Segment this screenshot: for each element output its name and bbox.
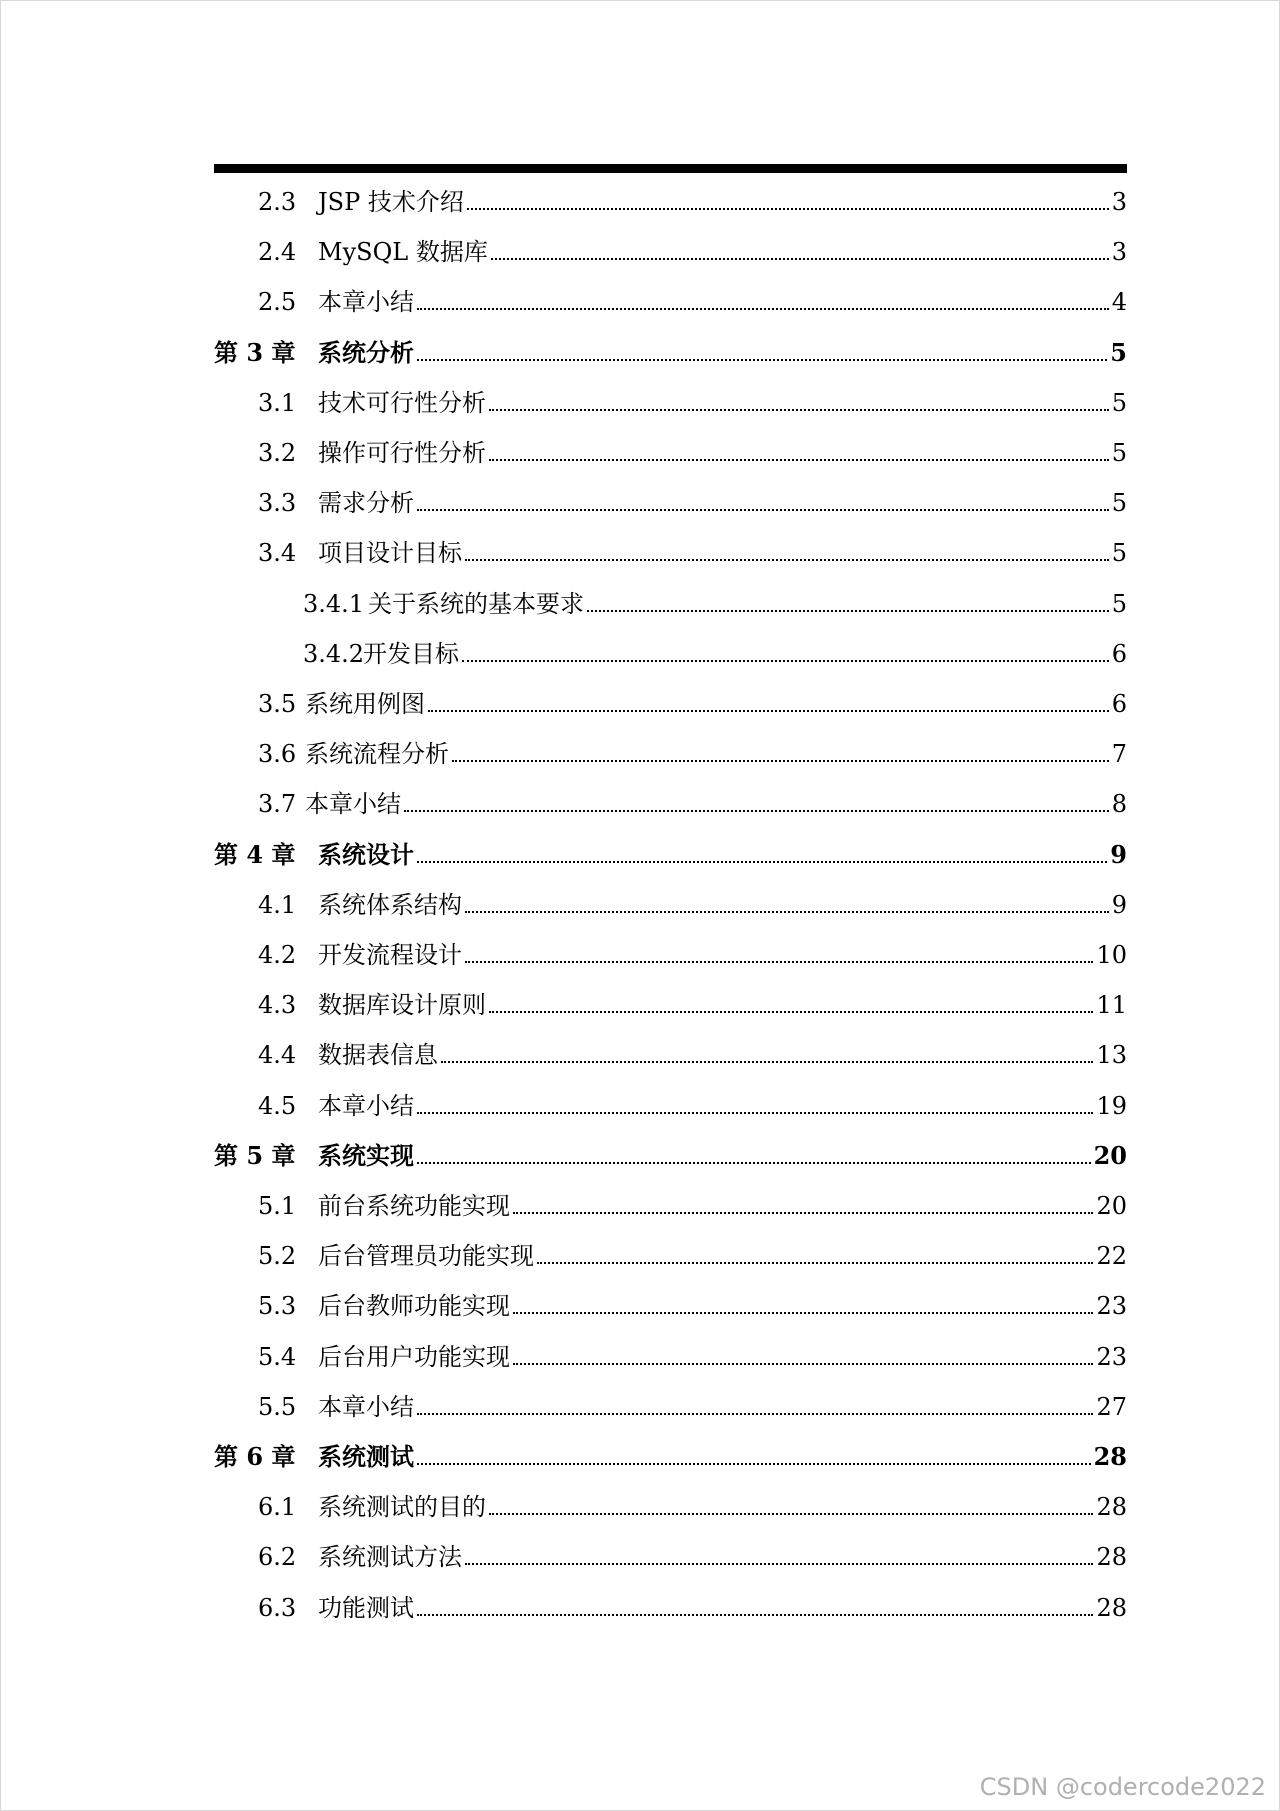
toc-dot-leader	[587, 610, 1109, 612]
toc-entry-number: 3.1	[258, 389, 297, 417]
toc-page-number: 9	[1110, 840, 1127, 869]
toc-entry-number: 第 5 章	[214, 1141, 296, 1170]
toc-dot-leader	[513, 1312, 1093, 1314]
toc-page-number: 27	[1096, 1393, 1127, 1421]
toc-entry-title: 本章小结	[305, 790, 401, 818]
toc-entry[interactable]	[258, 884, 1127, 920]
toc-entry-number: 4.1	[258, 891, 297, 919]
toc-dot-leader	[428, 710, 1109, 712]
toc-entry-title: 技术可行性分析	[318, 389, 486, 417]
toc-entry[interactable]	[258, 1235, 1127, 1271]
toc-entry-title: MySQL 数据库	[318, 238, 488, 266]
toc-entry-number: 4.4	[258, 1041, 297, 1069]
toc-dot-leader	[417, 1614, 1093, 1616]
toc-entry-title: 本章小结	[318, 1393, 414, 1421]
toc-page-number: 13	[1096, 1041, 1127, 1069]
toc-dot-leader	[489, 409, 1109, 411]
toc-page-number: 5	[1111, 389, 1127, 417]
toc-page-number: 11	[1096, 991, 1127, 1019]
toc-entry[interactable]	[258, 1386, 1127, 1422]
toc-entry[interactable]	[258, 432, 1127, 468]
toc-entry-number: 第 3 章	[214, 338, 296, 367]
toc-entry-title: 需求分析	[318, 489, 414, 517]
toc-entry-title: 系统用例图	[305, 690, 425, 718]
toc-dot-leader	[417, 1463, 1091, 1465]
toc-entry[interactable]	[258, 733, 1127, 769]
toc-entry[interactable]	[258, 1034, 1127, 1070]
toc-dot-leader	[465, 559, 1109, 561]
toc-dot-leader	[467, 208, 1109, 210]
toc-page-number: 5	[1111, 590, 1127, 618]
toc-dot-leader	[489, 1011, 1093, 1013]
toc-entry-title: 后台管理员功能实现	[318, 1242, 534, 1270]
toc-dot-leader	[441, 1061, 1093, 1063]
toc-entry-number: 3.4.1	[303, 590, 365, 618]
toc-entry-number: 6.3	[258, 1594, 297, 1622]
toc-entry-number: 2.3	[258, 188, 297, 216]
toc-page-number: 10	[1096, 941, 1127, 969]
toc-entry[interactable]	[258, 532, 1127, 568]
toc-chapter-entry[interactable]	[214, 1436, 1127, 1472]
toc-entry[interactable]	[258, 934, 1127, 970]
watermark: CSDN @codercode2022	[979, 1773, 1266, 1801]
toc-dot-leader	[489, 1513, 1093, 1515]
toc-page-number: 4	[1111, 288, 1127, 316]
toc-dot-leader	[417, 1162, 1091, 1164]
toc-entry-title: 系统设计	[318, 840, 414, 869]
toc-dot-leader	[417, 1112, 1093, 1114]
toc-dot-leader	[537, 1262, 1093, 1264]
toc-dot-leader	[417, 861, 1107, 863]
toc-page-number: 5	[1111, 539, 1127, 567]
toc-dot-leader	[513, 1363, 1093, 1365]
toc-entry-number: 3.6	[258, 740, 297, 768]
toc-dot-leader	[465, 911, 1109, 913]
toc-entry-number: 5.3	[258, 1292, 297, 1320]
toc-page-number: 20	[1096, 1192, 1127, 1220]
toc-entry-number: 5.4	[258, 1343, 297, 1371]
toc-entry-title: 系统实现	[318, 1141, 414, 1170]
toc-page-number: 5	[1111, 489, 1127, 517]
toc-dot-leader	[417, 308, 1109, 310]
toc-entry[interactable]	[258, 1587, 1127, 1623]
toc-page-number: 28	[1096, 1543, 1127, 1571]
toc-entry-number: 3.7	[258, 790, 297, 818]
toc-entry-number: 5.1	[258, 1192, 297, 1220]
toc-entry-title: 功能测试	[318, 1594, 414, 1622]
toc-dot-leader	[452, 760, 1109, 762]
toc-page-number: 3	[1111, 188, 1127, 216]
toc-dot-leader	[417, 359, 1107, 361]
toc-entry-title: 关于系统的基本要求	[368, 590, 584, 618]
toc-entry-title: JSP 技术介绍	[318, 188, 464, 216]
toc-entry-number: 6.2	[258, 1543, 297, 1571]
toc-dot-leader	[462, 660, 1109, 662]
toc-entry[interactable]	[258, 1185, 1127, 1221]
toc-entry-number: 2.5	[258, 288, 297, 316]
toc-page-number: 3	[1111, 238, 1127, 266]
toc-entry-title: 系统测试方法	[318, 1543, 462, 1571]
toc-entry[interactable]	[258, 382, 1127, 418]
toc-entry[interactable]	[258, 181, 1127, 217]
toc-dot-leader	[491, 258, 1109, 260]
toc-page-number: 28	[1096, 1493, 1127, 1521]
toc-entry-title: 后台用户功能实现	[318, 1343, 510, 1371]
toc-dot-leader	[417, 509, 1109, 511]
toc-entry-number: 3.5	[258, 690, 297, 718]
toc-chapter-entry[interactable]	[214, 834, 1127, 870]
toc-entry[interactable]	[258, 231, 1127, 267]
toc-page-number: 9	[1111, 891, 1127, 919]
toc-entry-title: 系统分析	[318, 338, 414, 367]
toc-page-number: 22	[1096, 1242, 1127, 1270]
toc-dot-leader	[489, 459, 1109, 461]
toc-entry[interactable]	[258, 1536, 1127, 1572]
toc-entry-number: 3.2	[258, 439, 297, 467]
toc-entry-title: 系统测试的目的	[318, 1493, 486, 1521]
toc-entry-number: 3.3	[258, 489, 297, 517]
toc-entry-title: 系统测试	[318, 1442, 414, 1471]
toc-entry-number: 6.1	[258, 1493, 297, 1521]
toc-entry-title: 项目设计目标	[318, 539, 462, 567]
toc-page-number: 19	[1096, 1092, 1127, 1120]
toc-entry-title: 前台系统功能实现	[318, 1192, 510, 1220]
toc-dot-leader	[465, 1563, 1093, 1565]
toc-entry-number: 4.2	[258, 941, 297, 969]
toc-entry-number: 5.2	[258, 1242, 297, 1270]
toc-page-number: 20	[1093, 1141, 1127, 1170]
toc-page-number: 8	[1111, 790, 1127, 818]
toc-dot-leader	[417, 1413, 1093, 1415]
toc-entry-number: 2.4	[258, 238, 297, 266]
toc-chapter-entry[interactable]	[214, 1135, 1127, 1171]
toc-entry[interactable]	[258, 1336, 1127, 1372]
toc-page-number: 7	[1111, 740, 1127, 768]
toc-page-number: 5	[1110, 338, 1127, 367]
toc-entry-title: 数据库设计原则	[318, 991, 486, 1019]
toc-page-number: 23	[1096, 1343, 1127, 1371]
toc-entry[interactable]	[258, 1486, 1127, 1522]
toc-entry-title: 操作可行性分析	[318, 439, 486, 467]
toc-page-number: 6	[1111, 640, 1127, 668]
toc-entry[interactable]	[258, 482, 1127, 518]
toc-entry[interactable]	[258, 783, 1127, 819]
toc-page-number: 28	[1093, 1442, 1127, 1471]
toc-entry-title: 数据表信息	[318, 1041, 438, 1069]
toc-chapter-entry[interactable]	[214, 332, 1127, 368]
toc-page-number: 23	[1096, 1292, 1127, 1320]
toc-entry[interactable]	[258, 281, 1127, 317]
toc-entry-title: 开发流程设计	[318, 941, 462, 969]
toc-entry-number: 3.4.2	[303, 640, 365, 668]
toc-entry-number: 4.5	[258, 1092, 297, 1120]
toc-entry[interactable]	[303, 583, 1127, 619]
toc-page-number: 5	[1111, 439, 1127, 467]
toc-entry-number: 第 4 章	[214, 840, 296, 869]
toc-page-number: 6	[1111, 690, 1127, 718]
toc-entry-number: 4.3	[258, 991, 297, 1019]
toc-entry-number: 第 6 章	[214, 1442, 296, 1471]
toc-dot-leader	[513, 1212, 1093, 1214]
toc-entry-title: 本章小结	[318, 1092, 414, 1120]
toc-page-number: 28	[1096, 1594, 1127, 1622]
toc-entry[interactable]	[258, 1085, 1127, 1121]
toc-entry-title: 本章小结	[318, 288, 414, 316]
toc-entry-number: 5.5	[258, 1393, 297, 1421]
toc-entry-title: 系统流程分析	[305, 740, 449, 768]
toc-entry-title: 开发目标	[363, 640, 459, 668]
toc-entry-title: 后台教师功能实现	[318, 1292, 510, 1320]
toc-dot-leader	[404, 810, 1109, 812]
toc-dot-leader	[465, 961, 1093, 963]
toc-entry[interactable]	[303, 633, 1127, 669]
toc-entry[interactable]	[258, 984, 1127, 1020]
toc-entry-title: 系统体系结构	[318, 891, 462, 919]
toc-entry[interactable]	[258, 1285, 1127, 1321]
toc-entry[interactable]	[258, 683, 1127, 719]
toc-entry-number: 3.4	[258, 539, 297, 567]
